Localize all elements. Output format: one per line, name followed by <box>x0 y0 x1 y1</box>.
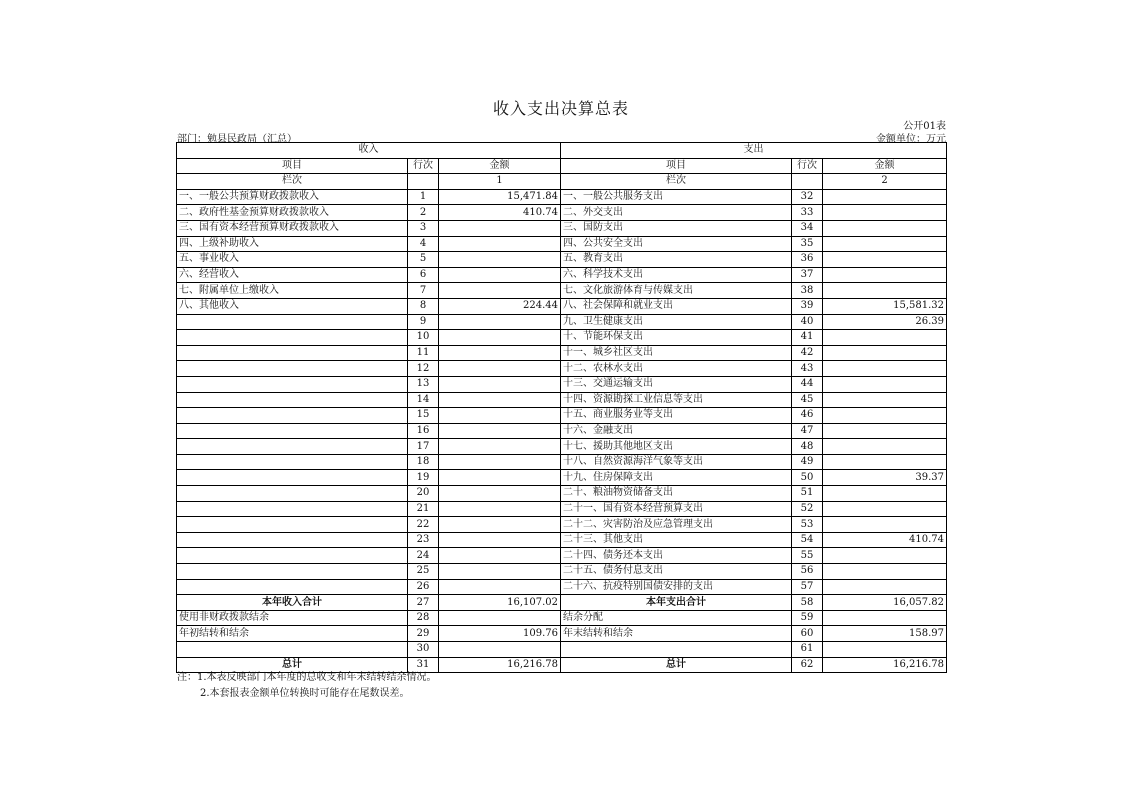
expense-row-no-cell: 55 <box>792 548 823 564</box>
income-item-cell <box>177 579 408 595</box>
expense-row-no-cell: 44 <box>792 376 823 392</box>
income-row-no-cell: 21 <box>408 501 439 517</box>
expense-item-cell: 二十六、抗疫特别国债安排的支出 <box>561 579 792 595</box>
income-item-cell <box>177 330 408 346</box>
table-row <box>177 408 947 424</box>
income-amount-cell: 16,107.02 <box>439 595 561 611</box>
table-row <box>177 423 947 439</box>
table-row <box>177 361 947 377</box>
expense-amount-cell <box>823 392 947 408</box>
expense-item-cell: 八、社会保障和就业支出 <box>561 298 792 314</box>
income-row-no-cell: 1 <box>408 189 439 205</box>
income-item-cell <box>177 532 408 548</box>
expense-row-no-cell: 59 <box>792 610 823 626</box>
income-row-no-cell: 30 <box>408 642 439 658</box>
table-row <box>177 205 947 221</box>
expense-amount-cell <box>823 330 947 346</box>
expense-item-cell: 十六、金融支出 <box>561 423 792 439</box>
income-amount-cell: 410.74 <box>439 205 561 221</box>
income-section-header: 收入 <box>177 143 561 159</box>
income-item-cell: 年初结转和结余 <box>177 626 408 642</box>
table-row <box>177 486 947 502</box>
expense-row-no-cell: 38 <box>792 283 823 299</box>
income-item-cell: 七、附属单位上缴收入 <box>177 283 408 299</box>
expense-amount-cell: 410.74 <box>823 532 947 548</box>
income-item-cell: 四、上级补助收入 <box>177 236 408 252</box>
income-row-no-cell: 28 <box>408 610 439 626</box>
expense-row-no-cell: 52 <box>792 501 823 517</box>
table-row <box>177 330 947 346</box>
form-code: 公开01表 <box>903 121 946 132</box>
expense-amount-cell: 39.37 <box>823 470 947 486</box>
income-row-no-cell: 3 <box>408 220 439 236</box>
table-row <box>177 579 947 595</box>
income-item-cell <box>177 439 408 455</box>
expense-row-no-cell: 39 <box>792 298 823 314</box>
expense-item-cell: 九、卫生健康支出 <box>561 314 792 330</box>
income-item-cell: 本年收入合计 <box>177 595 408 611</box>
footnote-2: 2.本套报表金额单位转换时可能存在尾数误差。 <box>200 688 410 699</box>
expense-amount-cell <box>823 220 947 236</box>
income-amount-cell <box>439 642 561 658</box>
expense-item-cell: 十七、援助其他地区支出 <box>561 439 792 455</box>
table-row <box>177 267 947 283</box>
income-column-index: 1 <box>439 174 561 190</box>
table-row <box>177 439 947 455</box>
income-amount-header: 金额 <box>439 158 561 174</box>
expense-item-cell: 三、国防支出 <box>561 220 792 236</box>
table-row <box>177 314 947 330</box>
expense-amount-cell <box>823 454 947 470</box>
income-item-cell <box>177 408 408 424</box>
income-row-no-cell: 10 <box>408 330 439 346</box>
income-row-no-cell: 6 <box>408 267 439 283</box>
expense-item-cell: 结余分配 <box>561 610 792 626</box>
expense-item-cell: 二十、粮油物资储备支出 <box>561 486 792 502</box>
income-item-cell <box>177 392 408 408</box>
income-amount-cell <box>439 470 561 486</box>
income-amount-cell <box>439 564 561 580</box>
expense-row-no-cell: 35 <box>792 236 823 252</box>
expense-row-no-cell: 50 <box>792 470 823 486</box>
table-row <box>177 283 947 299</box>
income-amount-cell <box>439 392 561 408</box>
expense-row-no-cell: 58 <box>792 595 823 611</box>
income-row-no-cell: 12 <box>408 361 439 377</box>
expense-item-cell: 五、教育支出 <box>561 252 792 268</box>
income-expense-table <box>176 142 947 673</box>
income-amount-cell <box>439 517 561 533</box>
income-item-cell: 三、国有资本经营预算财政拨款收入 <box>177 220 408 236</box>
income-row-no-cell: 17 <box>408 439 439 455</box>
expense-row-no-cell: 57 <box>792 579 823 595</box>
expense-amount-cell <box>823 267 947 283</box>
expense-amount-cell <box>823 642 947 658</box>
expense-row-no-cell: 56 <box>792 564 823 580</box>
income-amount-cell <box>439 220 561 236</box>
expense-row-no-cell: 47 <box>792 423 823 439</box>
expense-amount-cell <box>823 486 947 502</box>
expense-amount-cell <box>823 517 947 533</box>
income-item-cell <box>177 564 408 580</box>
expense-item-cell: 总计 <box>561 657 792 673</box>
income-item-cell: 二、政府性基金预算财政拨款收入 <box>177 205 408 221</box>
income-amount-cell <box>439 610 561 626</box>
income-amount-cell <box>439 579 561 595</box>
table-row <box>177 501 947 517</box>
table-row <box>177 610 947 626</box>
income-item-cell <box>177 314 408 330</box>
expense-amount-cell <box>823 579 947 595</box>
income-row-no-cell: 14 <box>408 392 439 408</box>
expense-amount-cell <box>823 501 947 517</box>
expense-item-header: 项目 <box>561 158 792 174</box>
income-row-no-cell: 29 <box>408 626 439 642</box>
table-row <box>177 236 947 252</box>
expense-amount-cell <box>823 283 947 299</box>
expense-item-cell: 年末结转和结余 <box>561 626 792 642</box>
table-row <box>177 564 947 580</box>
expense-amount-cell <box>823 548 947 564</box>
expense-item-cell: 十四、资源勘探工业信息等支出 <box>561 392 792 408</box>
income-column-blank <box>408 174 439 190</box>
income-item-header: 项目 <box>177 158 408 174</box>
income-item-cell <box>177 501 408 517</box>
income-row-no-cell: 2 <box>408 205 439 221</box>
expense-row-no-cell: 45 <box>792 392 823 408</box>
table-row <box>177 252 947 268</box>
income-row-no-cell: 4 <box>408 236 439 252</box>
income-amount-cell <box>439 501 561 517</box>
amount-unit-label: 金额单位：万元 <box>876 134 946 145</box>
table-row <box>177 392 947 408</box>
income-row-no-cell: 20 <box>408 486 439 502</box>
income-item-cell <box>177 361 408 377</box>
income-row-no-cell: 18 <box>408 454 439 470</box>
table-row <box>177 345 947 361</box>
expense-amount-header: 金额 <box>823 158 947 174</box>
expense-column-index: 2 <box>823 174 947 190</box>
income-item-cell: 五、事业收入 <box>177 252 408 268</box>
income-item-cell: 使用非财政拨款结余 <box>177 610 408 626</box>
expense-item-cell: 二、外交支出 <box>561 205 792 221</box>
expense-item-cell: 本年支出合计 <box>561 595 792 611</box>
expense-row-no-cell: 36 <box>792 252 823 268</box>
footnotes <box>177 670 437 702</box>
expense-item-cell: 十三、交通运输支出 <box>561 376 792 392</box>
income-amount-cell: 15,471.84 <box>439 189 561 205</box>
expense-amount-cell <box>823 205 947 221</box>
table-row <box>177 517 947 533</box>
expense-row-no-cell: 37 <box>792 267 823 283</box>
table-row <box>177 298 947 314</box>
income-amount-cell <box>439 408 561 424</box>
income-amount-cell <box>439 454 561 470</box>
expense-row-no-cell: 42 <box>792 345 823 361</box>
expense-row-no-cell: 49 <box>792 454 823 470</box>
expense-item-cell: 七、文化旅游体育与传媒支出 <box>561 283 792 299</box>
table-row <box>177 626 947 642</box>
table-row <box>177 642 947 658</box>
footnote-1: 注：1.本表反映部门本年度的总收支和年末结转结余情况。 <box>177 672 437 683</box>
table-row <box>177 376 947 392</box>
income-amount-cell: 16,216.78 <box>439 657 561 673</box>
expense-column-label: 栏次 <box>561 174 792 190</box>
expense-amount-cell: 16,057.82 <box>823 595 947 611</box>
expense-amount-cell: 15,581.32 <box>823 298 947 314</box>
expense-amount-cell <box>823 439 947 455</box>
income-amount-cell: 109.76 <box>439 626 561 642</box>
income-amount-cell <box>439 548 561 564</box>
expense-row-no-cell: 48 <box>792 439 823 455</box>
expense-item-cell: 二十三、其他支出 <box>561 532 792 548</box>
expense-row-no-cell: 61 <box>792 642 823 658</box>
expense-item-cell: 一、一般公共服务支出 <box>561 189 792 205</box>
report-title: 收入支出决算总表 <box>492 99 629 118</box>
income-row-no-cell: 25 <box>408 564 439 580</box>
expense-row-no-cell: 41 <box>792 330 823 346</box>
income-amount-cell <box>439 439 561 455</box>
income-amount-cell <box>439 314 561 330</box>
expense-row-no-cell: 53 <box>792 517 823 533</box>
expense-amount-cell <box>823 423 947 439</box>
income-row-no-cell: 23 <box>408 532 439 548</box>
table-row <box>177 595 947 611</box>
expense-amount-cell <box>823 252 947 268</box>
income-item-cell <box>177 423 408 439</box>
income-row-no-cell: 26 <box>408 579 439 595</box>
income-row-no-cell: 11 <box>408 345 439 361</box>
income-amount-cell <box>439 330 561 346</box>
income-item-cell <box>177 486 408 502</box>
expense-item-cell: 二十四、债务还本支出 <box>561 548 792 564</box>
income-amount-cell: 224.44 <box>439 298 561 314</box>
expense-amount-cell: 158.97 <box>823 626 947 642</box>
expense-row-no-cell: 62 <box>792 657 823 673</box>
income-amount-cell <box>439 236 561 252</box>
income-amount-cell <box>439 345 561 361</box>
expense-row-no-cell: 34 <box>792 220 823 236</box>
table-row <box>177 220 947 236</box>
expense-amount-cell <box>823 408 947 424</box>
expense-item-cell: 四、公共安全支出 <box>561 236 792 252</box>
income-row-no-cell: 24 <box>408 548 439 564</box>
column-index-row <box>177 174 947 190</box>
expense-item-cell: 十九、住房保障支出 <box>561 470 792 486</box>
income-item-cell <box>177 548 408 564</box>
expense-amount-cell <box>823 236 947 252</box>
income-row-no-cell: 5 <box>408 252 439 268</box>
expense-row-no-header: 行次 <box>792 158 823 174</box>
income-row-no-cell: 27 <box>408 595 439 611</box>
income-item-cell <box>177 642 408 658</box>
income-item-cell <box>177 376 408 392</box>
income-item-cell <box>177 345 408 361</box>
income-amount-cell <box>439 423 561 439</box>
expense-amount-cell: 26.39 <box>823 314 947 330</box>
income-item-cell: 六、经营收入 <box>177 267 408 283</box>
table-row <box>177 532 947 548</box>
income-item-cell <box>177 470 408 486</box>
income-item-cell <box>177 517 408 533</box>
expense-item-cell: 十、节能环保支出 <box>561 330 792 346</box>
expense-item-cell: 二十五、债务付息支出 <box>561 564 792 580</box>
expense-row-no-cell: 46 <box>792 408 823 424</box>
income-item-cell: 一、一般公共预算财政拨款收入 <box>177 189 408 205</box>
income-item-cell: 八、其他收入 <box>177 298 408 314</box>
income-row-no-cell: 7 <box>408 283 439 299</box>
expense-amount-cell <box>823 610 947 626</box>
table-row <box>177 189 947 205</box>
income-item-cell <box>177 454 408 470</box>
income-amount-cell <box>439 376 561 392</box>
income-row-no-cell: 15 <box>408 408 439 424</box>
section-header-row <box>177 143 947 159</box>
expense-row-no-cell: 32 <box>792 189 823 205</box>
expense-amount-cell <box>823 189 947 205</box>
expense-column-blank <box>792 174 823 190</box>
income-row-no-cell: 31 <box>408 657 439 673</box>
income-column-label: 栏次 <box>177 174 408 190</box>
income-row-no-cell: 8 <box>408 298 439 314</box>
expense-amount-cell <box>823 564 947 580</box>
expense-item-cell: 六、科学技术支出 <box>561 267 792 283</box>
expense-item-cell: 二十一、国有资本经营预算支出 <box>561 501 792 517</box>
expense-item-cell: 十一、城乡社区支出 <box>561 345 792 361</box>
expense-item-cell: 十二、农林水支出 <box>561 361 792 377</box>
expense-item-cell: 十五、商业服务业等支出 <box>561 408 792 424</box>
income-row-no-header: 行次 <box>408 158 439 174</box>
income-row-no-cell: 13 <box>408 376 439 392</box>
income-row-no-cell: 22 <box>408 517 439 533</box>
expense-row-no-cell: 51 <box>792 486 823 502</box>
expense-item-cell: 二十二、灾害防治及应急管理支出 <box>561 517 792 533</box>
expense-row-no-cell: 33 <box>792 205 823 221</box>
expense-row-no-cell: 54 <box>792 532 823 548</box>
table-row <box>177 548 947 564</box>
income-amount-cell <box>439 283 561 299</box>
expense-row-no-cell: 43 <box>792 361 823 377</box>
income-amount-cell <box>439 252 561 268</box>
expense-section-header: 支出 <box>561 143 947 159</box>
income-row-no-cell: 16 <box>408 423 439 439</box>
department-label: 部门：勉县民政局（汇总） <box>177 134 297 145</box>
expense-row-no-cell: 40 <box>792 314 823 330</box>
expense-amount-cell <box>823 361 947 377</box>
income-item-cell: 总计 <box>177 657 408 673</box>
income-row-no-cell: 19 <box>408 470 439 486</box>
expense-amount-cell: 16,216.78 <box>823 657 947 673</box>
income-amount-cell <box>439 361 561 377</box>
table-row <box>177 470 947 486</box>
income-row-no-cell: 9 <box>408 314 439 330</box>
income-amount-cell <box>439 532 561 548</box>
expense-amount-cell <box>823 345 947 361</box>
table-row <box>177 454 947 470</box>
column-header-row <box>177 158 947 174</box>
expense-item-cell <box>561 642 792 658</box>
expense-item-cell: 十八、自然资源海洋气象等支出 <box>561 454 792 470</box>
expense-amount-cell <box>823 376 947 392</box>
income-amount-cell <box>439 486 561 502</box>
income-amount-cell <box>439 267 561 283</box>
expense-row-no-cell: 60 <box>792 626 823 642</box>
